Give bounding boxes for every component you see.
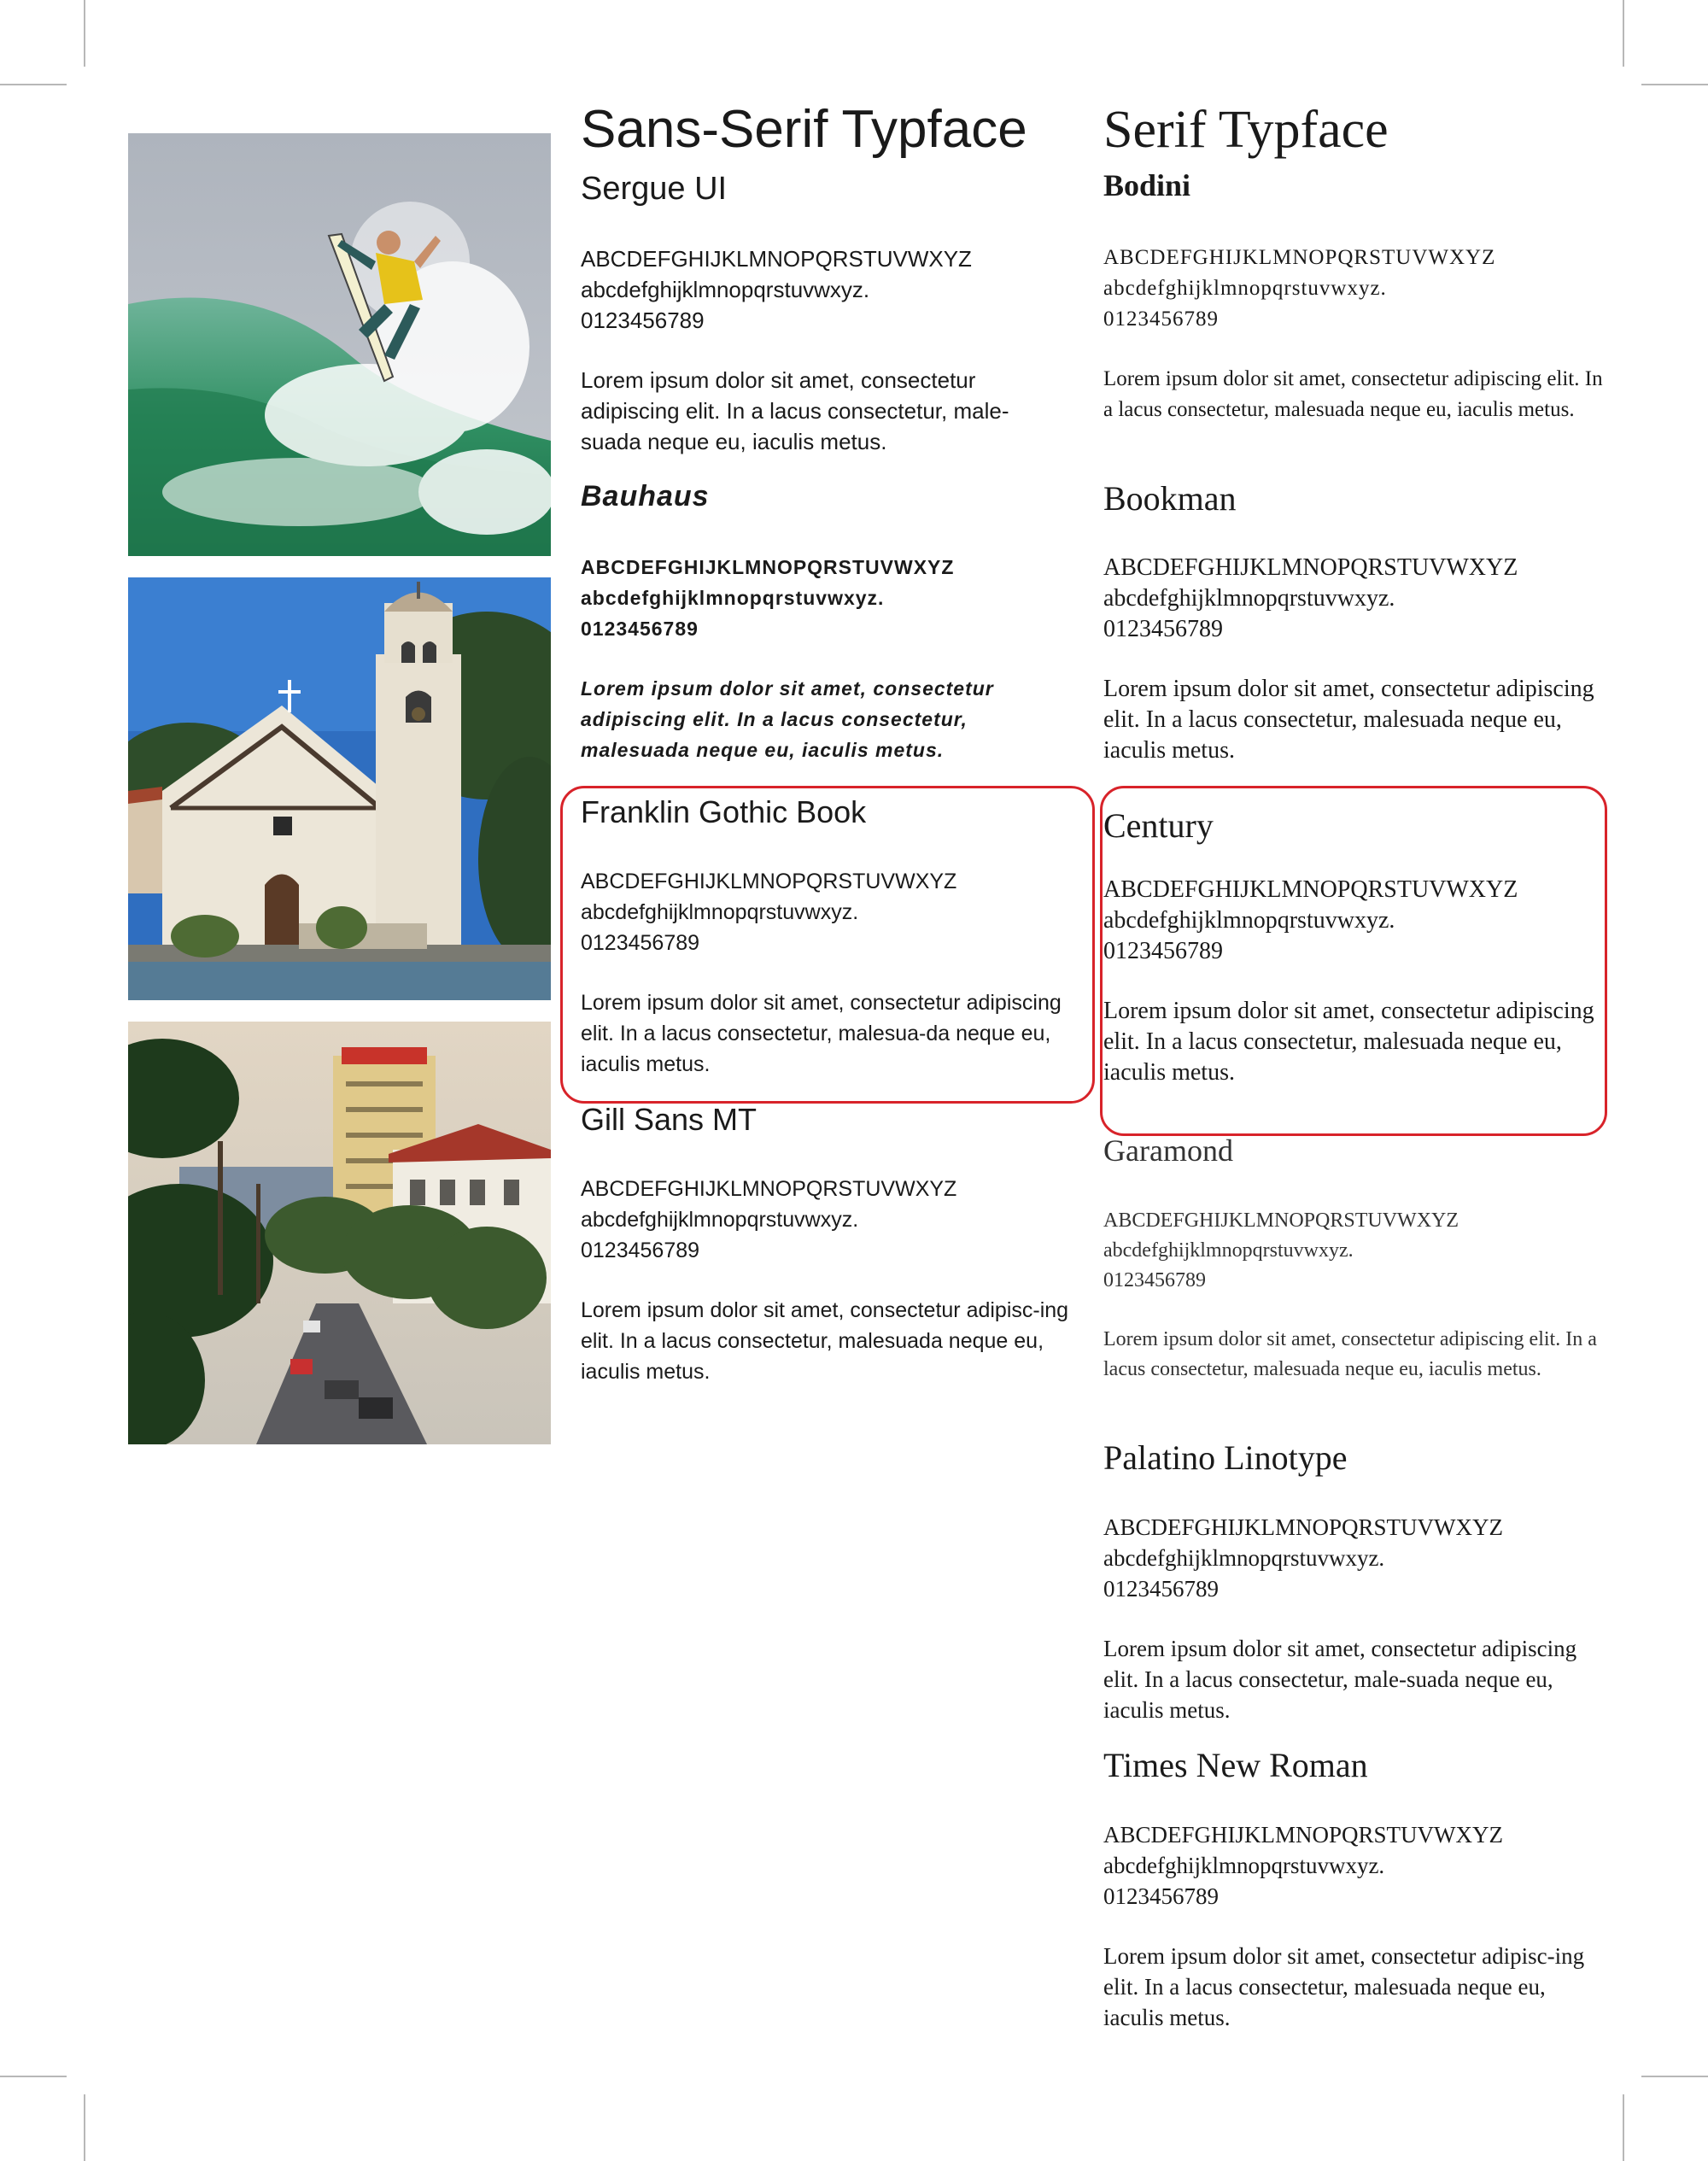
crop-mark bbox=[1641, 2076, 1708, 2077]
crop-mark bbox=[84, 2094, 85, 2161]
specimen-digits: 0123456789 bbox=[581, 1239, 700, 1262]
specimen-lowercase: abcdefghijklmnopqrstuvwxyz. bbox=[581, 277, 870, 302]
font-name: Bauhaus bbox=[581, 480, 710, 512]
specimen-digits: 0123456789 bbox=[581, 931, 700, 955]
sans-serif-column bbox=[581, 100, 1093, 1384]
specimen-uppercase: ABCDEFGHIJKLMNOPQRSTUVWXYZ bbox=[1103, 876, 1518, 903]
specimen-lowercase: abcdefghijklmnopqrstuvwxyz. bbox=[581, 1208, 859, 1232]
font-name: Garamond bbox=[1103, 1133, 1233, 1168]
specimen-digits: 0123456789 bbox=[1103, 1576, 1219, 1602]
crop-mark bbox=[0, 2076, 67, 2077]
lorem-paragraph: Lorem ipsum dolor sit amet, consectetur adipiscing elit. In a lacus consectetur, male-suada neque eu, iaculis metus. bbox=[581, 367, 1009, 454]
lorem-paragraph: Lorem ipsum dolor sit amet, consectetur adipiscing elit. In a lacus consectetur, malesuada neque eu, iaculis metus. bbox=[1103, 1328, 1597, 1380]
specimen-digits: 0123456789 bbox=[1103, 307, 1219, 331]
specimen-uppercase: ABCDEFGHIJKLMNOPQRSTUVWXYZ bbox=[1103, 554, 1518, 581]
font-sample-bauhaus bbox=[581, 480, 1093, 765]
sans-serif-heading: Sans-Serif Typface bbox=[581, 100, 1027, 159]
font-name: Palatino Linotype bbox=[1103, 1438, 1348, 1477]
serif-column bbox=[1103, 101, 1633, 2030]
lorem-paragraph: Lorem ipsum dolor sit amet, consectetur adipiscing elit. In a lacus consectetur, malesua-da neque eu, iaculis metus. bbox=[581, 991, 1062, 1076]
font-name: Century bbox=[1103, 806, 1214, 845]
font-name: Gill Sans MT bbox=[581, 1102, 757, 1137]
specimen-uppercase: ABCDEFGHIJKLMNOPQRSTUVWXYZ bbox=[1103, 1209, 1459, 1232]
font-sample-garamond bbox=[1103, 1133, 1633, 1385]
crop-mark bbox=[84, 0, 85, 67]
specimen-digits: 0123456789 bbox=[1103, 1269, 1206, 1291]
mission-church-photo bbox=[128, 577, 551, 1000]
specimen-uppercase: ABCDEFGHIJKLMNOPQRSTUVWXYZ bbox=[581, 556, 955, 578]
font-sample-times bbox=[1103, 1745, 1633, 2033]
lorem-paragraph: Lorem ipsum dolor sit amet, consectetur adipisc-ing elit. In a lacus consectetur, malesuada neque eu, iaculis metus. bbox=[581, 1298, 1069, 1384]
specimen-digits: 0123456789 bbox=[1103, 938, 1223, 964]
surfer-photo bbox=[128, 133, 551, 556]
font-sample-bodoni bbox=[1103, 167, 1633, 425]
font-sample-gill-sans bbox=[581, 1102, 1093, 1387]
highlight-outline-franklin bbox=[560, 786, 1095, 1104]
lorem-paragraph: Lorem ipsum dolor sit amet, consectetur adipiscing elit. In a lacus consectetur, malesuada neque eu, iaculis metus. bbox=[1103, 676, 1594, 764]
specimen-lowercase: abcdefghijklmnopqrstuvwxyz. bbox=[581, 587, 885, 609]
font-name: Bookman bbox=[1103, 479, 1237, 518]
palm-street-photo bbox=[128, 1022, 551, 1444]
specimen-uppercase: ABCDEFGHIJKLMNOPQRSTUVWXYZ bbox=[1103, 246, 1496, 269]
specimen-uppercase: ABCDEFGHIJKLMNOPQRSTUVWXYZ bbox=[581, 870, 957, 893]
lorem-paragraph: Lorem ipsum dolor sit amet, consectetur adipiscing elit. In a lacus consectetur, malesuada neque eu, iaculis metus. bbox=[581, 677, 994, 761]
font-name: Times New Roman bbox=[1103, 1746, 1368, 1784]
font-name: Franklin Gothic Book bbox=[581, 794, 867, 829]
specimen-lowercase: abcdefghijklmnopqrstuvwxyz. bbox=[1103, 1239, 1354, 1262]
lorem-paragraph: Lorem ipsum dolor sit amet, consectetur adipisc-ing elit. In a lacus consectetur, malesuada neque eu, iaculis metus. bbox=[1103, 1943, 1585, 2030]
crop-mark bbox=[1641, 84, 1708, 85]
specimen-lowercase: abcdefghijklmnopqrstuvwxyz. bbox=[1103, 277, 1387, 300]
serif-heading: Serif Typface bbox=[1103, 101, 1389, 159]
font-sample-bookman bbox=[1103, 478, 1633, 766]
specimen-uppercase: ABCDEFGHIJKLMNOPQRSTUVWXYZ bbox=[581, 246, 972, 272]
font-sample-segoe bbox=[581, 171, 1093, 457]
specimen-uppercase: ABCDEFGHIJKLMNOPQRSTUVWXYZ bbox=[1103, 1822, 1504, 1848]
specimen-digits: 0123456789 bbox=[1103, 616, 1223, 642]
lorem-paragraph: Lorem ipsum dolor sit amet, consectetur adipiscing elit. In a lacus consectetur, male-suada neque eu, iaculis metus. bbox=[1103, 1636, 1577, 1723]
font-name: Bodini bbox=[1103, 168, 1191, 202]
font-name: Sergue UI bbox=[581, 171, 728, 207]
font-sample-palatino bbox=[1103, 1438, 1633, 1725]
specimen-lowercase: abcdefghijklmnopqrstuvwxyz. bbox=[1103, 1853, 1385, 1878]
specimen-lowercase: abcdefghijklmnopqrstuvwxyz. bbox=[1103, 907, 1395, 934]
specimen-digits: 0123456789 bbox=[1103, 1883, 1219, 1909]
specimen-lowercase: abcdefghijklmnopqrstuvwxyz. bbox=[581, 900, 859, 924]
specimen-digits: 0123456789 bbox=[581, 307, 705, 333]
specimen-lowercase: abcdefghijklmnopqrstuvwxyz. bbox=[1103, 585, 1395, 612]
specimen-uppercase: ABCDEFGHIJKLMNOPQRSTUVWXYZ bbox=[581, 1177, 957, 1201]
specimen-uppercase: ABCDEFGHIJKLMNOPQRSTUVWXYZ bbox=[1103, 1514, 1504, 1540]
crop-mark bbox=[1623, 0, 1624, 67]
highlight-outline-century bbox=[1100, 786, 1607, 1136]
crop-mark bbox=[0, 84, 67, 85]
specimen-digits: 0123456789 bbox=[581, 618, 699, 640]
specimen-lowercase: abcdefghijklmnopqrstuvwxyz. bbox=[1103, 1545, 1385, 1571]
lorem-paragraph: Lorem ipsum dolor sit amet, consectetur adipiscing elit. In a lacus consectetur, malesuada neque eu, iaculis metus. bbox=[1103, 998, 1594, 1086]
lorem-paragraph: Lorem ipsum dolor sit amet, consectetur adipiscing elit. In a lacus consectetur, malesuada neque eu, iaculis metus. bbox=[1103, 367, 1603, 421]
crop-mark bbox=[1623, 2094, 1624, 2161]
